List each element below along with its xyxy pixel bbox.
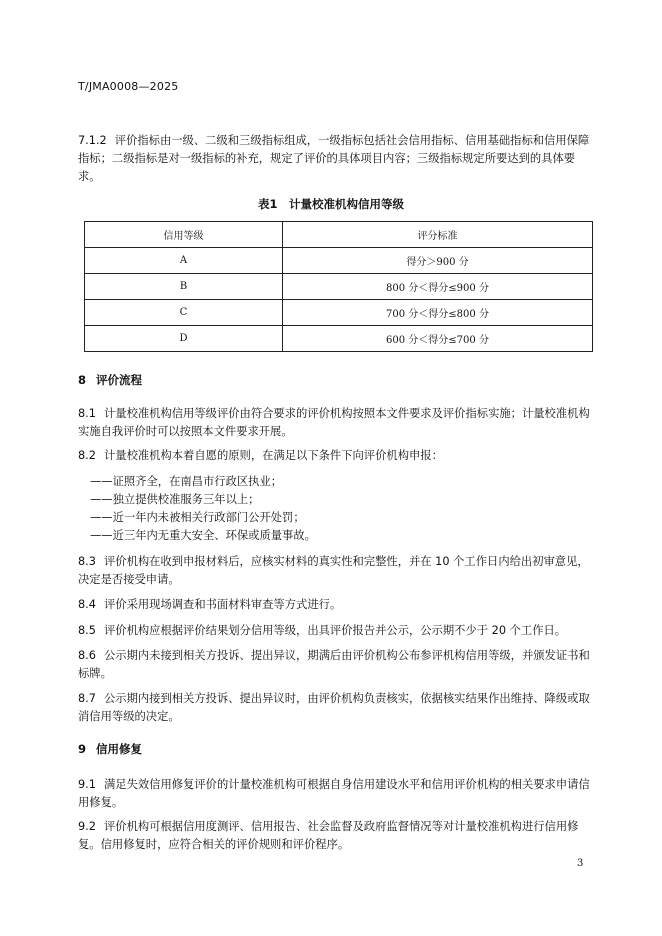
table-row [85, 300, 593, 326]
column-header-grade: 信用等级 [85, 222, 283, 248]
clause-8-3 [78, 553, 592, 589]
table-row [85, 274, 593, 300]
section-title: 信用修复 [96, 742, 143, 756]
score-cell: 700 分＜得分≤800 分 [283, 300, 593, 326]
clause-9-1 [78, 776, 592, 812]
score-cell: 800 分＜得分≤900 分 [283, 274, 593, 300]
clause-number: 8.3 [78, 555, 96, 568]
clause-text: 评价采用现场调查和书面材料审查等方式进行。 [103, 598, 342, 611]
score-cell: 600 分＜得分≤700 分 [283, 326, 593, 352]
clause-text: 评价指标由一级、二级和三级指标组成，一级指标包括社会信用指标、信用基础指标和信用保障指标；二级指标是对一级指标的补充，规定了评价的具体项目内容；三级指标规定所要达到的具体要求。 [78, 134, 590, 183]
table-caption: 表1 计量校准机构信用等级 [257, 197, 404, 211]
clause-8-1 [78, 405, 592, 441]
credit-grade-table [84, 221, 593, 352]
grade-cell: A [85, 248, 283, 274]
clause-8-7 [78, 690, 592, 726]
table-row [85, 248, 593, 274]
table-header-row [85, 222, 593, 248]
section-title: 评价流程 [96, 373, 143, 387]
clause-text: 公示期内未接到相关方投诉、提出异议，期满后由评价机构公布参评机构信用等级，并颁发证书和标牌。 [78, 649, 590, 680]
table-row [85, 326, 593, 352]
clause-number: 9.2 [78, 820, 96, 833]
clause-text: 满足失效信用修复评价的计量校准机构可根据自身信用建设水平和信用评价机构的相关要求申请信用修复。 [78, 778, 590, 809]
section-number: 8 [78, 373, 87, 387]
document-code-header: T/JMA0008—2025 [78, 80, 179, 93]
clause-8-5 [78, 622, 592, 640]
page-number: 3 [577, 858, 584, 869]
clause-8-6 [78, 647, 592, 683]
grade-cell: D [85, 326, 283, 352]
clause-7-1-2 [78, 132, 592, 186]
clause-number: 8.5 [78, 624, 96, 637]
clause-text: 评价机构在收到申报材料后，应核实材料的真实性和完整性，并在 10 个工作日内给出初审意见，决定是否接受申请。 [78, 555, 589, 586]
clause-text: 计量校准机构信用等级评价由符合要求的评价机构按照本文件要求及评价指标实施；计量校准机构实施自我评价时可以按照本文件要求开展。 [78, 407, 590, 438]
section-9-heading [78, 741, 142, 757]
clause-number: 8.7 [78, 692, 96, 705]
clause-number: 9.1 [78, 778, 96, 791]
list-item: ——近三年内无重大安全、环保或质量事故。 [90, 529, 316, 542]
clause-number: 8.6 [78, 649, 96, 662]
clause-number: 7.1.2 [78, 134, 107, 147]
clause-text: 评价机构应根据评价结果划分信用等级，出具评价报告并公示，公示期不少于 20 个工作日。 [103, 624, 567, 637]
score-cell: 得分＞900 分 [283, 248, 593, 274]
clause-number: 8.2 [78, 449, 96, 462]
clause-8-4 [78, 596, 592, 614]
section-number: 9 [78, 742, 87, 756]
clause-8-2 [78, 447, 592, 465]
section-8-heading [78, 372, 142, 388]
clause-number: 8.4 [78, 598, 96, 611]
clause-text: 公示期内接到相关方投诉、提出异议时，由评价机构负责核实，依据核实结果作出维持、降级或取消信用等级的决定。 [78, 692, 590, 723]
grade-cell: C [85, 300, 283, 326]
list-item: ——证照齐全，在南昌市行政区执业； [90, 475, 283, 488]
column-header-standard: 评分标准 [283, 222, 593, 248]
clause-text: 评价机构可根据信用度测评、信用报告、社会监督及政府监督情况等对计量校准机构进行信用修复。信用修复时，应符合相关的评价规则和评价程序。 [78, 820, 579, 851]
list-item: ——近一年内未被相关行政部门公开处罚； [90, 511, 305, 524]
list-item: ——独立提供校准服务三年以上； [90, 493, 260, 506]
grade-cell: B [85, 274, 283, 300]
clause-number: 8.1 [78, 407, 96, 420]
clause-9-2 [78, 818, 592, 854]
clause-text: 计量校准机构本着自愿的原则，在满足以下条件下向评价机构申报： [103, 449, 443, 462]
